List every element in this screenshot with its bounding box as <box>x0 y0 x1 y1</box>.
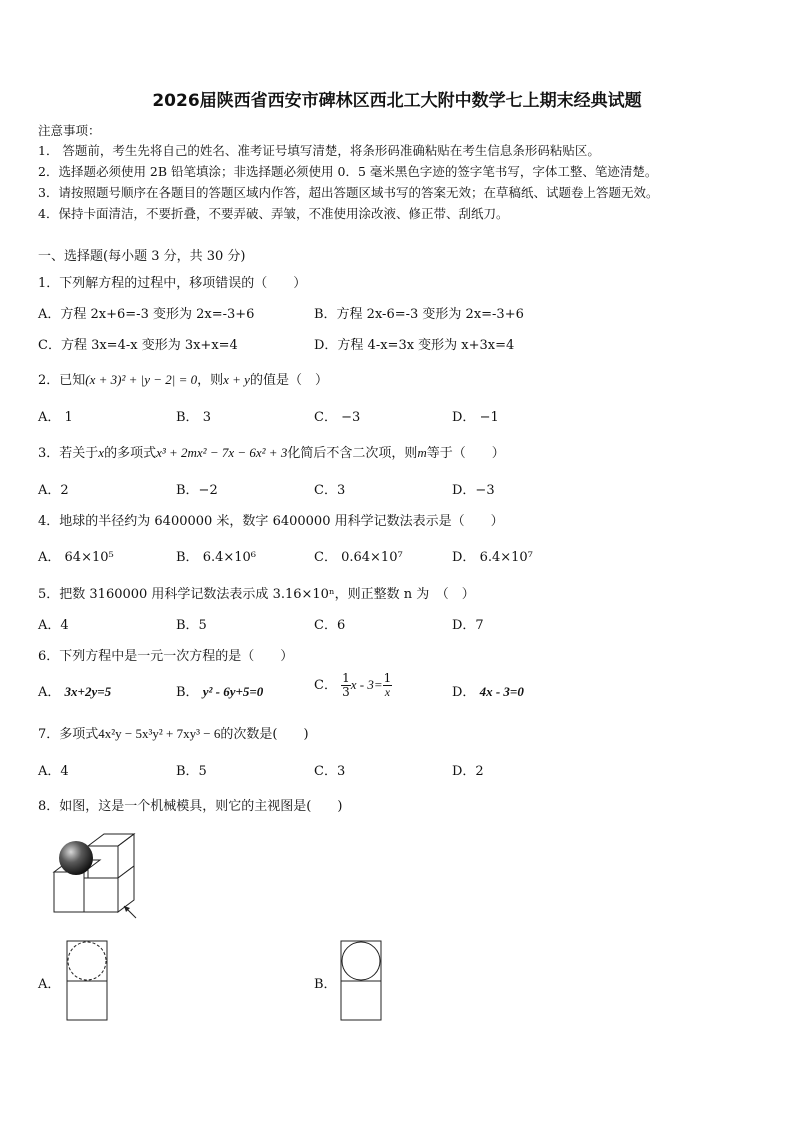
q2-option-c: C． −3 <box>314 410 361 425</box>
q4-option-b: B． 6.4×10⁶ <box>176 550 257 565</box>
q4-option-d: D． 6.4×10⁷ <box>452 550 533 565</box>
mold-ball <box>59 841 93 875</box>
question-1-stem: 1．下列解方程的过程中，移项错误的（ ） <box>38 276 307 291</box>
notice-item-1: 1． 答题前，考生先将自己的姓名、准考证号填写清楚，将条形码准确粘贴在考生信息条形码粘贴区。 <box>38 143 600 158</box>
q2-suffix: 的值是（ ） <box>249 373 328 388</box>
q1-option-b: B．方程 2x-6=-3 变形为 2x=-3+6 <box>314 307 524 322</box>
q1-option-a: A．方程 2x+6=-3 变形为 2x=-3+6 <box>38 307 255 322</box>
q3-middle: 的多项式 <box>104 446 157 461</box>
q4-option-a: A． 64×10⁵ <box>38 550 114 565</box>
q5-option-d: D．7 <box>452 618 484 633</box>
q2-option-b: B． 3 <box>176 410 211 425</box>
q3-var2: m <box>417 445 427 460</box>
q4-option-d-value: 6.4×10⁷ <box>479 550 533 565</box>
q6-option-c-fraction-2: $\frac{1}{x}$ <box>383 671 392 699</box>
q6-option-c-fraction-1: $\frac{1}{3}$ <box>342 671 350 699</box>
question-3-stem <box>38 442 505 461</box>
notice-heading: 注意事项： <box>38 123 101 138</box>
q6-option-a-expr: 3x+2y=5 <box>64 684 112 699</box>
q3-expression: x³ + 2mx² − 7x − 6x² + 3 <box>156 445 288 460</box>
question-7-stem <box>38 723 309 742</box>
q1-option-c: C．方程 3x=4-x 变形为 3x+x=4 <box>38 338 238 353</box>
q2-option-a-value: 1 <box>64 410 73 425</box>
q1-option-d: D．方程 4-x=3x 变形为 x+3x=4 <box>314 338 515 353</box>
q6-option-a: A． 3x+2y=5 <box>38 684 112 700</box>
q7-prefix: 7．多项式 <box>38 727 99 742</box>
q5-option-c: C．6 <box>314 618 346 633</box>
q4-option-a-value: 64×10⁵ <box>64 550 114 565</box>
section-heading: 一、选择题(每小题 3 分，共 30 分) <box>38 249 246 264</box>
q5-option-a: A．4 <box>38 618 69 633</box>
q8-option-b-figure <box>340 940 384 1022</box>
q3-option-d: D．−3 <box>452 483 495 498</box>
q2-prefix: 2．已知 <box>38 373 86 388</box>
notice-item-2: 2．选择题必须使用 2B 铅笔填涂；非选择题必须使用 0．5 毫米黑色字迹的签字笔书写，字体工整、笔迹清楚。 <box>38 164 658 179</box>
question-2-stem <box>38 369 328 388</box>
q7-option-b: B．5 <box>176 764 207 779</box>
q3-option-c: C．3 <box>314 483 346 498</box>
q7-suffix: 的次数是( ) <box>220 727 309 742</box>
q3-after: 化简后不含二次项，则 <box>287 446 418 461</box>
notice-item-4: 4．保持卡面清洁，不要折叠，不要弄破、弄皱，不准使用涂改液、修正带、刮纸刀。 <box>38 206 509 221</box>
q6-option-d: D． 4x - 3=0 <box>452 684 524 700</box>
q8-option-b-solid-circle <box>342 942 380 980</box>
q7-option-c: C．3 <box>314 764 346 779</box>
q3-option-a: A．2 <box>38 483 69 498</box>
q4-option-c: C． 0.64×10⁷ <box>314 550 403 565</box>
question-5-stem: 5．把数 3160000 用科学记数法表示成 3.16×10ⁿ，则正整数 n 为 （ ） <box>38 587 475 602</box>
q4-option-c-value: 0.64×10⁷ <box>341 550 403 565</box>
q3-prefix: 3．若关于 <box>38 446 99 461</box>
q6-option-d-expr: 4x - 3=0 <box>479 684 524 699</box>
q7-option-a: A．4 <box>38 764 69 779</box>
q8-option-a-dashed-circle <box>68 942 106 980</box>
notice-item-3: 3．请按照题号顺序在各题目的答题区域内作答，超出答题区域书写的答案无效；在草稿纸、试题卷上答题无效。 <box>38 185 659 200</box>
q7-expression: 4x²y − 5x³y² + 7xy³ − 6 <box>98 726 221 741</box>
q4-option-b-value: 6.4×10⁶ <box>202 550 257 565</box>
q8-option-a-figure <box>66 940 110 1022</box>
q2-option-d-value: −1 <box>479 410 499 425</box>
q7-option-d: D．2 <box>452 764 484 779</box>
mold-figure <box>44 828 154 924</box>
question-4-stem: 4．地球的半径约为 6400000 米，数字 6400000 用科学记数法表示是（ ） <box>38 514 504 529</box>
q3-suffix: 等于（ ） <box>426 446 505 461</box>
q6-option-b-expr: y² - 6y+5=0 <box>202 684 264 699</box>
q2-target: x + y <box>223 372 250 387</box>
q8-option-b-label: B． <box>314 977 337 992</box>
q5-option-b: B．5 <box>176 618 207 633</box>
q6-option-b: B． y² - 6y+5=0 <box>176 684 264 700</box>
q2-expression: (x + 3)² + |y − 2| = 0 <box>85 372 198 387</box>
q2-option-a: A． 1 <box>38 410 73 425</box>
q2-option-b-value: 3 <box>202 410 211 425</box>
q2-option-d: D． −1 <box>452 410 499 425</box>
q2-middle: ，则 <box>197 373 224 388</box>
question-6-stem: 6．下列方程中是一元一次方程的是（ ） <box>38 649 294 664</box>
question-8-stem: 8．如图，这是一个机械模具，则它的主视图是( ) <box>38 799 343 814</box>
q3-option-b: B．−2 <box>176 483 218 498</box>
q6-option-c-middle: x - 3= <box>350 677 383 692</box>
q3-var: x <box>98 445 105 460</box>
q6-option-c: C． $\frac{1}{3}$ x - 3= $\frac{1}{x}$ <box>314 671 392 699</box>
q2-option-c-value: −3 <box>341 410 361 425</box>
page-title: 2026届陕西省西安市碑林区西北工大附中数学七上期末经典试题 <box>152 91 642 111</box>
q8-option-a-label: A． <box>38 977 61 992</box>
